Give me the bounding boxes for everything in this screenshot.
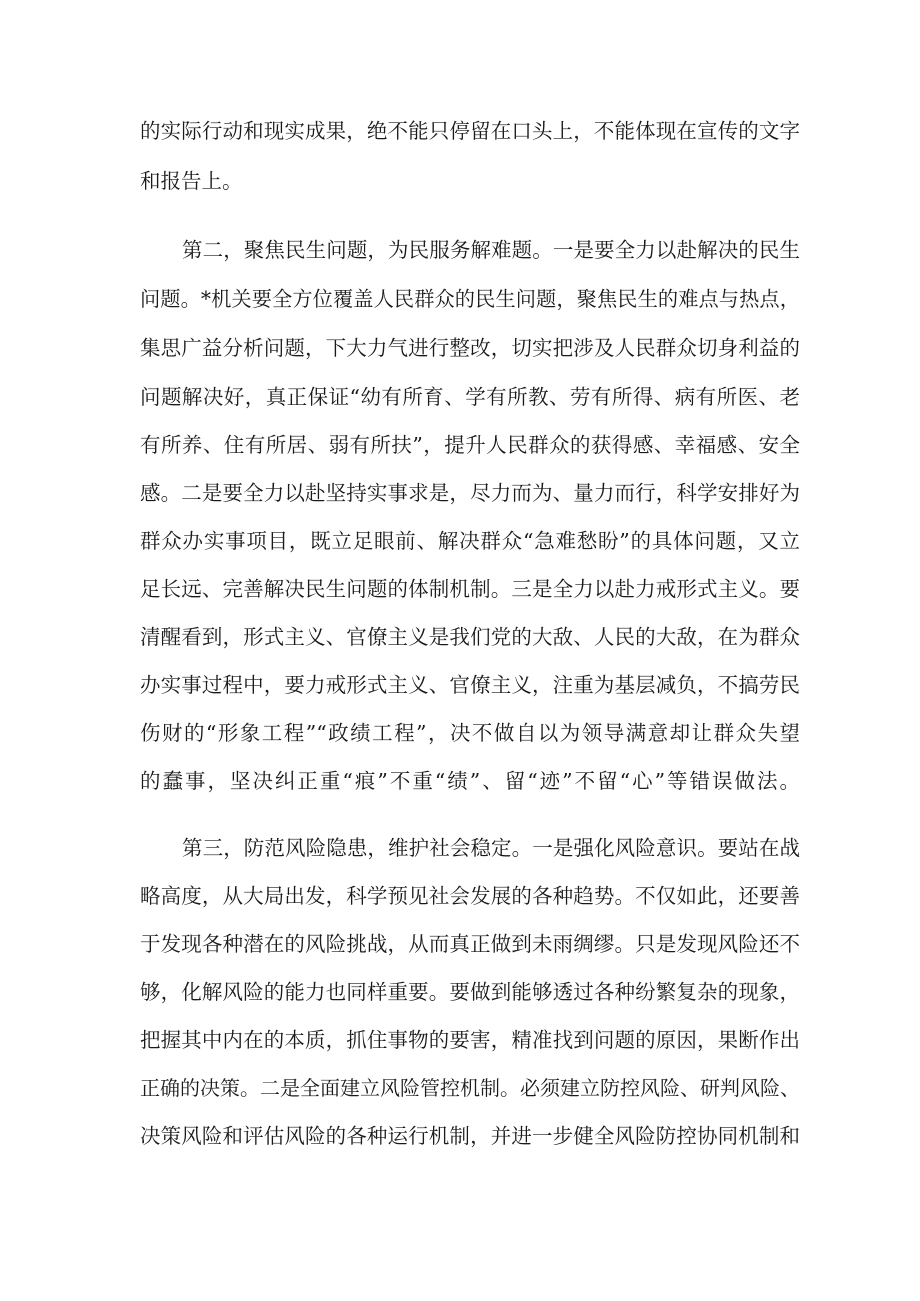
text-line: 问题。*机关要全方位覆盖人民群众的民生问题，聚焦民生的难点与热点， — [140, 287, 800, 311]
text-line: 于发现各种潜在的风险挑战，从而真正做到未雨绸缪。只是发现风险还不 — [140, 932, 800, 956]
text-line: 把握其中内在的本质，抓住事物的要害，精准找到问题的原因，果断作出 — [140, 1028, 800, 1052]
text-line: 感。二是要全力以赴坚持实事求是，尽力而为、量力而行，科学安排好为 — [140, 481, 800, 505]
text-line: 清醒看到，形式主义、官僚主义是我们党的大敌、人民的大敌，在为群众 — [140, 625, 800, 649]
text-line: 问题解决好，真正保证“幼有所育、学有所教、劳有所得、病有所医、老 — [140, 385, 800, 409]
text-line: 够，化解风险的能力也同样重要。要做到能够透过各种纷繁复杂的现象， — [140, 980, 800, 1004]
text-line: 和报告上。 — [140, 169, 243, 193]
text-line: 集思广益分析问题，下大力气进行整改，切实把涉及人民群众切身利益的 — [140, 336, 800, 360]
text-line: 的实际行动和现实成果，绝不能只停留在口头上，不能体现在宣传的文字 — [140, 119, 800, 143]
text-line: 第三，防范风险隐患，维护社会稳定。一是强化风险意识。要站在战 — [182, 836, 800, 860]
text-line: 的蠢事，坚决纠正重“痕”不重“绩”、留“迹”不留“心”等错误做法。 — [140, 769, 800, 793]
text-line: 群众办实事项目，既立足眼前、解决群众“急难愁盼”的具体问题，又立 — [140, 529, 800, 553]
text-line: 第二，聚焦民生问题，为民服务解难题。一是要全力以赴解决的民生 — [182, 238, 800, 262]
text-line: 决策风险和评估风险的各种运行机制，并进一步健全风险防控协同机制和 — [140, 1124, 800, 1148]
text-line: 足长远、完善解决民生问题的体制机制。三是全力以赴力戒形式主义。要 — [140, 577, 800, 601]
text-line: 伤财的“形象工程”“政绩工程”，决不做自以为领导满意却让群众失望 — [140, 721, 800, 745]
text-line: 办实事过程中，要力戒形式主义、官僚主义，注重为基层减负，不搞劳民 — [140, 673, 800, 697]
text-line: 正确的决策。二是全面建立风险管控机制。必须建立防控风险、研判风险、 — [140, 1076, 800, 1100]
text-line: 有所养、住有所居、弱有所扶”，提升人民群众的获得感、幸福感、安全 — [140, 433, 800, 457]
text-line: 略高度，从大局出发，科学预见社会发展的各种趋势。不仅如此，还要善 — [140, 884, 800, 908]
